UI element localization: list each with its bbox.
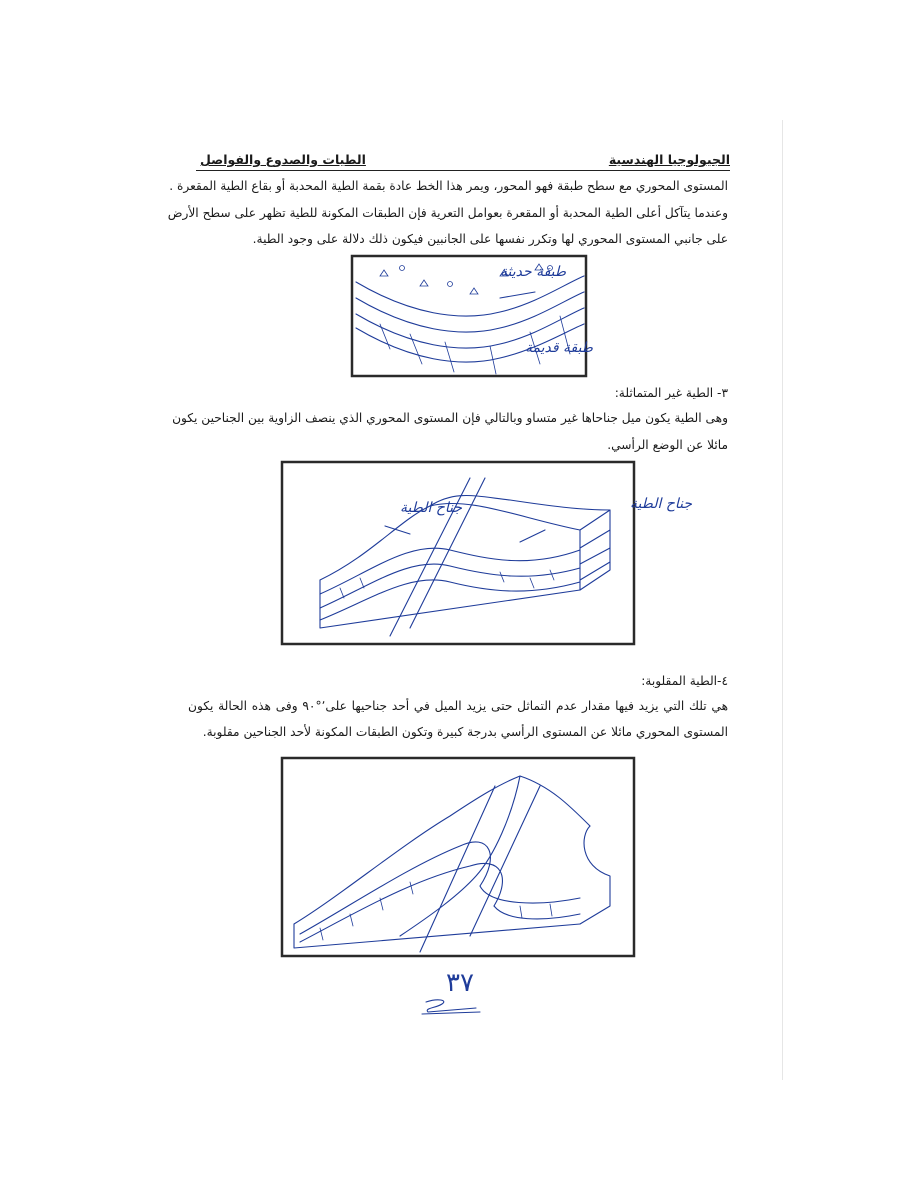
- intro-line-1: المستوى المحوري مع سطح طبقة فهو المحور، ويمر هذا الخط عادة بقمة الطية المحدبة أو بقاع الطية المقعرة .: [169, 179, 728, 193]
- intro-line-2: وعندما يتآكل أعلى الطية المحدبة أو المقعرة بعوامل التعرية فإن الطبقات المكونة للطية تظهر على سطح الأرض: [167, 206, 728, 220]
- initials-stroke: [426, 1000, 476, 1012]
- chapter-title: الطيات والصدوع والفواصل: [200, 152, 366, 167]
- overturned-fold-figure: [280, 756, 636, 958]
- scan-edge-line: [782, 120, 783, 1080]
- figure-frame: [282, 462, 634, 644]
- initials-mark: [418, 996, 488, 1018]
- section4-line-1: هي تلك التي يزيد فيها مقدار عدم التماثل حتى يزيد الميل في أحد جناحيها على٬°٩٠ وفى هذه الحالة يكون: [188, 699, 729, 713]
- book-title: الجيولوجيا الهندسية: [608, 152, 730, 167]
- page-number: ٣٧: [446, 968, 474, 998]
- section4-heading: ٤-الطية المقلوبة:: [641, 674, 728, 688]
- syncline-figure: [350, 254, 593, 380]
- label-old-layer: طبقة قديمة: [525, 340, 593, 356]
- label-right-limb: جناح الطية: [630, 496, 693, 512]
- figure-frame: [282, 758, 634, 956]
- label-left-limb: جناح الطية: [400, 500, 463, 516]
- section4-line-2: المستوى المحوري مائلا عن المستوى الرأسي بدرجة كبيرة وتكون الطبقات المكونة لأحد الجناحين مقلوبة.: [202, 725, 728, 739]
- section3-heading: ٣- الطية غير المتماثلة:: [614, 386, 728, 400]
- section3-line-2: مائلا عن الوضع الرأسي.: [607, 438, 728, 452]
- intro-line-3: على جانبي المستوى المحوري لها وتكرر نفسها على الجانبين فيكون ذلك دلالة على وجود الطية.: [252, 232, 728, 246]
- label-young-layer: طبقة حديثة: [500, 264, 567, 280]
- section3-line-1: وهى الطية يكون ميل جناحاها غير متساو وبالتالي فإن المستوى المحوري الذي ينصف الزاوية بين الجناحين يكون: [172, 411, 728, 425]
- asymmetric-fold-figure: [280, 460, 693, 646]
- page-header: [196, 152, 730, 171]
